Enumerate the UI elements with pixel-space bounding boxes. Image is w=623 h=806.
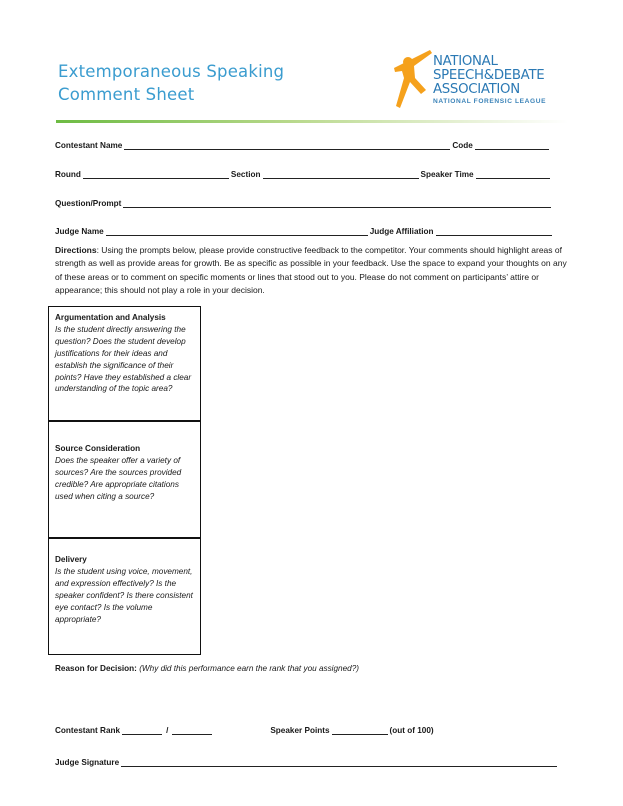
argumentation-box xyxy=(48,306,201,422)
code-label: Code xyxy=(452,141,473,150)
reason-row xyxy=(55,664,359,673)
question-prompt-label: Question/Prompt xyxy=(55,199,122,208)
row-judge xyxy=(55,224,554,236)
row-contestant xyxy=(55,138,551,150)
logo-subtitle: NATIONAL FORENSIC LEAGUE xyxy=(433,98,547,105)
out-of-label: (out of 100) xyxy=(389,726,434,735)
row-rank xyxy=(55,723,434,735)
question-prompt-field[interactable] xyxy=(123,198,551,208)
logo-line1: NATIONAL xyxy=(433,54,498,69)
logo-line2: SPEECH&DEBATE xyxy=(433,68,545,83)
row-signature xyxy=(55,755,559,767)
judge-signature-label: Judge Signature xyxy=(55,758,120,767)
contestant-rank-field[interactable] xyxy=(122,725,162,735)
delivery-prompt: Is the student using voice, movement, and expression effectively? Is the speaker confident? Is there consistent eye contact? Is the volume appropriate? xyxy=(55,566,193,624)
section-field[interactable] xyxy=(263,169,419,179)
speaker-time-field[interactable] xyxy=(476,169,550,179)
logo-line3: ASSOCIATION xyxy=(433,82,520,97)
delivery-box xyxy=(48,537,201,655)
speaker-points-label: Speaker Points xyxy=(270,726,330,735)
reason-label: Reason for Decision: xyxy=(55,664,137,673)
delivery-heading: Delivery xyxy=(55,555,87,564)
judge-affiliation-field[interactable] xyxy=(436,226,552,236)
logo-figure-icon xyxy=(390,42,436,114)
judge-name-label: Judge Name xyxy=(55,227,104,236)
row-question xyxy=(55,196,553,208)
contestant-rank-label: Contestant Rank xyxy=(55,726,121,735)
judge-name-field[interactable] xyxy=(106,226,368,236)
contestant-name-field[interactable] xyxy=(124,140,450,150)
judge-affiliation-label: Judge Affiliation xyxy=(369,227,434,236)
directions-text: : Using the prompts below, please provide constructive feedback to the competitor. Your comments should highlight areas of strength as well as provide areas for growth. Be as specific as possible in your feedback. Use the space to expand your thoughts on any of these areas or to comment on specific moments or lines that stood out to you. Please do not comment on participants’ attire or appearance; this should not play a role in your decision. xyxy=(55,245,567,296)
row-round xyxy=(55,167,552,179)
section-label: Section xyxy=(230,170,261,179)
speaker-time-label: Speaker Time xyxy=(420,170,474,179)
source-consideration-box xyxy=(48,420,201,539)
page-title-line2: Comment Sheet xyxy=(58,85,195,104)
reason-hint: (Why did this performance earn the rank that you assigned?) xyxy=(139,664,359,673)
source-consideration-prompt: Does the speaker offer a variety of sources? Are the sources provided credible? Are appropriate citations used when citing a source? xyxy=(55,455,182,501)
page-title-line1: Extemporaneous Speaking xyxy=(58,62,285,81)
rank-separator: / xyxy=(166,726,169,735)
round-field[interactable] xyxy=(83,169,229,179)
argumentation-prompt: Is the student directly answering the question? Does the student develop justifications for their ideas and establish the significance of their points? Have they established a clear understanding of the topic area? xyxy=(55,324,192,394)
speaker-points-field[interactable] xyxy=(332,725,388,735)
rank-total-field[interactable] xyxy=(172,725,212,735)
code-field[interactable] xyxy=(475,140,549,150)
directions-paragraph xyxy=(55,244,570,298)
source-consideration-heading: Source Consideration xyxy=(55,444,141,453)
argumentation-heading: Argumentation and Analysis xyxy=(55,313,166,322)
judge-signature-field[interactable] xyxy=(121,757,557,767)
contestant-name-label: Contestant Name xyxy=(55,141,123,150)
header-divider xyxy=(56,120,568,123)
round-label: Round xyxy=(55,170,81,179)
directions-label: Directions xyxy=(55,245,97,255)
